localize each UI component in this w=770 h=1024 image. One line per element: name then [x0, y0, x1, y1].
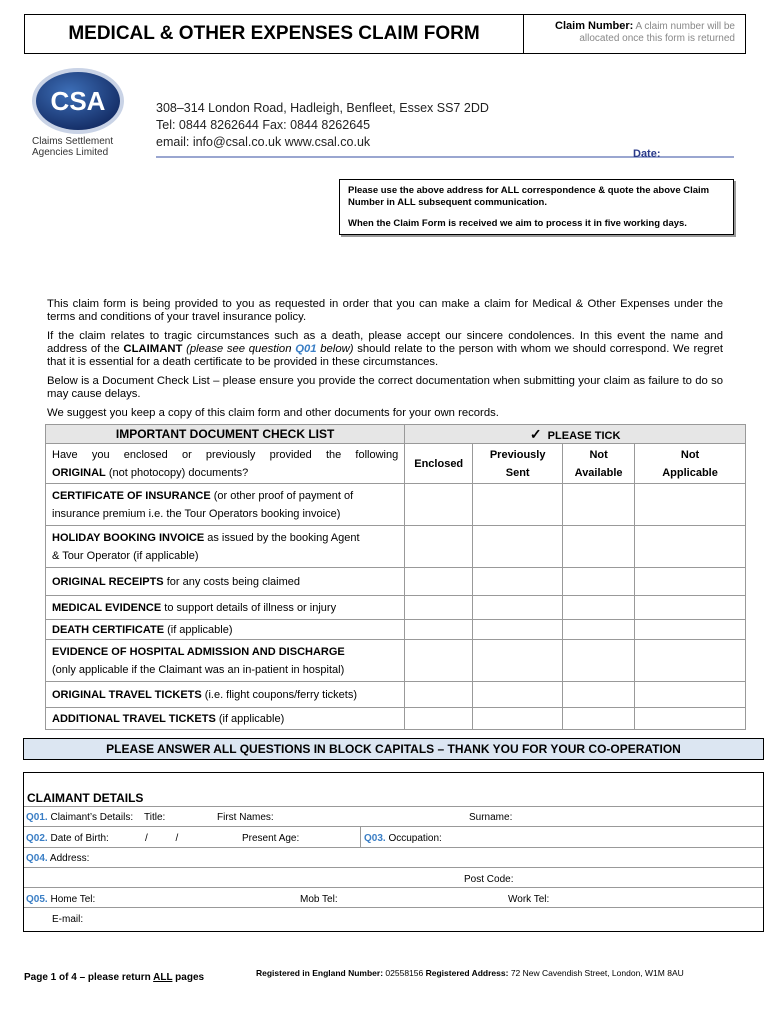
post-code-field[interactable]: Post Code: — [464, 874, 514, 885]
please-tick-header: ✓ PLEASE TICK — [405, 425, 746, 444]
intro-p3: Below is a Document Check List – please ensure you provide the correct documentation when submitting your claim as failure to do so may cause delays. — [47, 375, 723, 400]
intro-p1: This claim form is being provided to you as requested in order that you can make a claim for Medical & Other Expenses under the terms and conditions of your travel insurance policy. — [47, 298, 723, 323]
col-enclosed: Enclosed — [405, 444, 473, 484]
q05-row — [24, 888, 763, 908]
table-row: ADDITIONAL TRAVEL TICKETS (if applicable) — [46, 708, 746, 730]
intro-p2: If the claim relates to tragic circumstances such as a death, please accept our sincere condolences. In this event the name and address of the CLAIMANT (please see question Q01 below) should relate to the person with whom we should correspond. We regret that it is essential for a death certificate to be provided in these circumstances. — [47, 330, 724, 368]
present-age-field[interactable]: Present Age: — [242, 833, 300, 844]
checklist-subheading: Have you enclosed or previously provided the following ORIGINAL (not photocopy) documents? — [46, 444, 405, 484]
claimant-details-section — [23, 772, 764, 932]
col-not-applicable: Not Applicable — [635, 444, 746, 484]
tick-box[interactable] — [635, 596, 746, 620]
table-row: CERTIFICATE OF INSURANCE (or other proof of payment of insurance premium i.e. the Tour Operators booking invoice) — [46, 484, 746, 526]
tick-box[interactable] — [635, 620, 746, 640]
company-address: 308–314 London Road, Hadleigh, Benfleet, Essex SS7 2DD — [156, 101, 489, 115]
company-email: email: info@csal.co.uk www.csal.co.uk — [156, 135, 371, 149]
q01-row: Q01. Claimant’s Details: Title: First Names: Surname: — [24, 807, 763, 827]
tick-box[interactable] — [473, 526, 563, 568]
tick-box[interactable] — [635, 682, 746, 708]
intro-p4: We suggest you keep a copy of this claim form and other documents for your own records. — [47, 407, 499, 419]
csa-logo — [30, 66, 126, 136]
claim-number-note-1: A claim number will be — [635, 21, 735, 32]
company-name: Claims Settlement Agencies Limited — [32, 136, 114, 158]
block-capitals-notice: PLEASE ANSWER ALL QUESTIONS IN BLOCK CAPITALS – THANK YOU FOR YOUR CO-OPERATION — [23, 738, 764, 760]
tick-box[interactable] — [473, 568, 563, 596]
table-row: DEATH CERTIFICATE (if applicable) — [46, 620, 746, 640]
tick-box[interactable] — [635, 568, 746, 596]
col-not-available: Not Available — [563, 444, 635, 484]
tick-box[interactable] — [473, 596, 563, 620]
table-row: ORIGINAL TRAVEL TICKETS (i.e. flight coupons/ferry tickets) — [46, 682, 746, 708]
table-row: EVIDENCE OF HOSPITAL ADMISSION AND DISCHARGE (only applicable if the Claimant was an in-patient in hospital) — [46, 640, 746, 682]
dob-slashes: / / — [145, 833, 179, 844]
tick-box[interactable] — [473, 484, 563, 526]
tick-box[interactable] — [563, 568, 635, 596]
tick-box[interactable] — [563, 682, 635, 708]
first-names-field[interactable]: First Names: — [217, 812, 274, 823]
tick-box[interactable] — [635, 526, 746, 568]
tick-box[interactable] — [635, 484, 746, 526]
date-label: Date: — [633, 148, 661, 160]
claim-number-box — [524, 14, 746, 54]
tick-box[interactable] — [405, 708, 473, 730]
surname-field[interactable]: Surname: — [469, 812, 513, 823]
company-phone: Tel: 0844 8262644 Fax: 0844 8262645 — [156, 118, 371, 132]
tick-box[interactable] — [405, 568, 473, 596]
document-checklist — [45, 424, 746, 730]
tick-box[interactable] — [405, 620, 473, 640]
table-row: ORIGINAL RECEIPTS for any costs being claimed — [46, 568, 746, 596]
correspondence-notice — [339, 179, 734, 235]
tick-box[interactable] — [563, 640, 635, 682]
tick-box[interactable] — [473, 708, 563, 730]
page-number: Page 1 of 4 – please return ALL pages — [24, 972, 205, 983]
home-tel-field[interactable]: Q05. Home Tel: — [26, 894, 96, 905]
title-field[interactable]: Title: — [144, 812, 166, 823]
tick-box[interactable] — [473, 620, 563, 640]
tick-box[interactable] — [563, 620, 635, 640]
claimant-heading: CLAIMANT DETAILS — [27, 791, 144, 805]
tick-box[interactable] — [405, 526, 473, 568]
tick-box[interactable] — [635, 640, 746, 682]
q04-row — [24, 848, 763, 868]
email-row — [24, 908, 763, 931]
dob-field[interactable]: Q02. Date of Birth: — [26, 833, 109, 844]
claim-number-label: Claim Number: — [555, 20, 634, 32]
tick-box[interactable] — [563, 484, 635, 526]
tick-box[interactable] — [405, 596, 473, 620]
registration-info: Registered in England Number: 02558156 Registered Address: 72 New Cavendish Street, London, W1M 8AU — [256, 968, 684, 978]
table-row: HOLIDAY BOOKING INVOICE as issued by the booking Agent & Tour Operator (if applicable) — [46, 526, 746, 568]
tick-box[interactable] — [563, 526, 635, 568]
col-previously-sent: Previously Sent — [473, 444, 563, 484]
mob-tel-field[interactable]: Mob Tel: — [300, 894, 338, 905]
company-address-block — [156, 100, 489, 151]
claim-number-note-2: allocated once this form is returned — [579, 33, 735, 44]
tick-box[interactable] — [405, 640, 473, 682]
email-field[interactable]: E-mail: — [52, 914, 84, 925]
tick-box[interactable] — [563, 708, 635, 730]
table-row: MEDICAL EVIDENCE to support details of illness or injury — [46, 596, 746, 620]
address-line-2[interactable] — [24, 868, 763, 888]
q02-row — [24, 827, 763, 848]
tick-icon: ✓ — [529, 425, 542, 442]
tick-box[interactable] — [473, 640, 563, 682]
tick-box[interactable] — [473, 682, 563, 708]
work-tel-field[interactable]: Work Tel: — [508, 894, 550, 905]
tick-box[interactable] — [563, 596, 635, 620]
tick-box[interactable] — [635, 708, 746, 730]
logo-lettering: CSA — [50, 86, 106, 116]
tick-box[interactable] — [405, 682, 473, 708]
notice-line-2: When the Claim Form is received we aim to process it in five working days. — [348, 218, 687, 229]
checklist-heading: IMPORTANT DOCUMENT CHECK LIST — [46, 425, 405, 444]
notice-line-1: Please use the above address for ALL correspondence & quote the above Claim Number in ALL subsequent communication. — [348, 185, 710, 208]
form-title: MEDICAL & OTHER EXPENSES CLAIM FORM — [24, 14, 524, 54]
occupation-field[interactable]: Q03. Occupation: — [364, 833, 442, 844]
tick-box[interactable] — [405, 484, 473, 526]
address-field[interactable]: Q04. Address: — [26, 853, 90, 864]
intro-text — [47, 298, 723, 426]
